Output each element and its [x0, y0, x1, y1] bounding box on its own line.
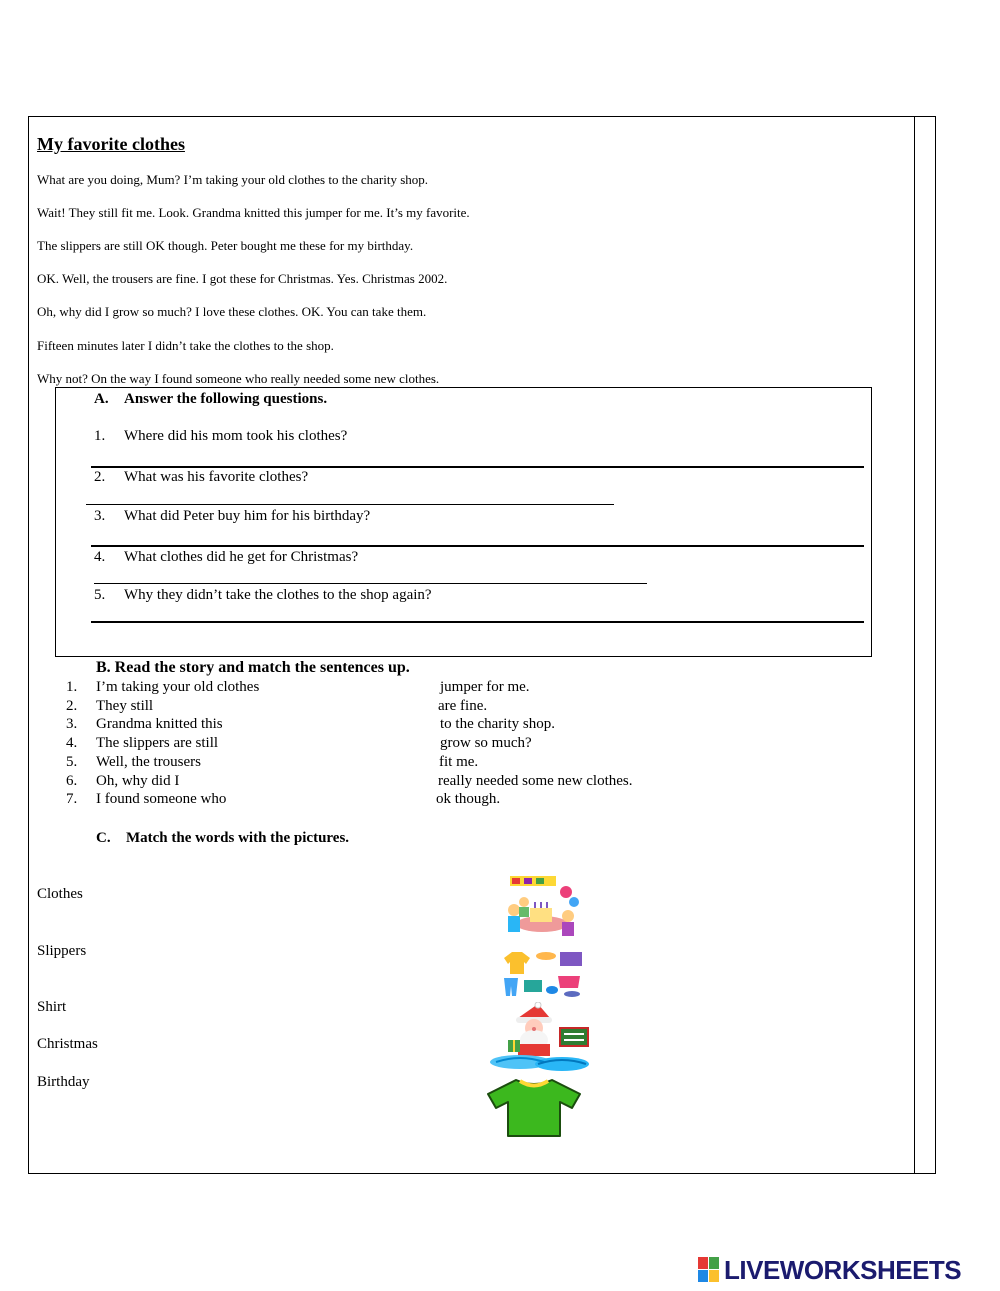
match-number: 4. [66, 735, 78, 751]
question-text: What was his favorite clothes? [124, 469, 309, 485]
match-left-item[interactable]: I found someone who [96, 791, 227, 807]
match-right-item[interactable]: really needed some new clothes. [438, 773, 633, 789]
liveworksheets-logo [698, 1256, 961, 1284]
match-left-item[interactable]: The slippers are still [96, 735, 219, 751]
answer-line-2[interactable] [86, 504, 614, 505]
answer-line-3[interactable] [91, 545, 864, 547]
question-text: What did Peter buy him for his birthday? [124, 508, 371, 524]
story-line: Fifteen minutes later I didn’t take the clothes to the shop. [37, 338, 334, 353]
story-line: Oh, why did I grow so much? I love these clothes. OK. You can take them. [37, 304, 427, 319]
answer-line-4[interactable] [94, 583, 647, 584]
word-christmas[interactable]: Christmas [37, 1036, 98, 1052]
word-clothes[interactable]: Clothes [37, 886, 83, 902]
match-number: 2. [66, 698, 78, 714]
match-left-item[interactable]: Grandma knitted this [96, 716, 223, 732]
match-left-item[interactable]: I’m taking your old clothes [96, 679, 260, 695]
question-number: 1. [94, 428, 106, 444]
match-number: 3. [66, 716, 78, 732]
question-text: Why they didn’t take the clothes to the shop again? [124, 587, 432, 603]
birthday-party-picture[interactable] [498, 872, 586, 946]
match-number: 7. [66, 791, 78, 807]
worksheet-title: My favorite clothes [37, 134, 185, 154]
green-shirt-picture[interactable] [486, 1076, 582, 1138]
match-left-item[interactable]: They still [96, 698, 154, 714]
clothes-picture[interactable] [500, 948, 588, 1000]
match-left-item[interactable]: Well, the trousers [96, 754, 202, 770]
match-left-item[interactable]: Oh, why did I [96, 773, 180, 789]
match-right-item[interactable]: fit me. [439, 754, 479, 770]
match-right-item[interactable]: grow so much? [440, 735, 532, 751]
word-slippers[interactable]: Slippers [37, 943, 87, 959]
match-right-item[interactable]: are fine. [438, 698, 488, 714]
match-number: 1. [66, 679, 78, 695]
match-number: 5. [66, 754, 78, 770]
question-number: 2. [94, 469, 106, 485]
question-number: 5. [94, 587, 106, 603]
question-text: Where did his mom took his clothes? [124, 428, 348, 444]
answer-line-5[interactable] [91, 621, 864, 623]
word-birthday[interactable]: Birthday [37, 1074, 90, 1090]
story-line: Wait! They still fit me. Look. Grandma knitted this jumper for me. It’s my favorite. [37, 205, 470, 220]
word-shirt[interactable]: Shirt [37, 999, 67, 1015]
frame-margin-rule [914, 116, 915, 1174]
answer-line-1[interactable] [91, 466, 864, 468]
question-number: 3. [94, 508, 106, 524]
story-line: What are you doing, Mum? I’m taking your old clothes to the charity shop. [37, 172, 428, 187]
section-c-heading: Match the words with the pictures. [126, 830, 350, 846]
match-right-item[interactable]: jumper for me. [440, 679, 530, 695]
slippers-picture[interactable] [490, 1052, 590, 1074]
santa-christmas-picture[interactable] [504, 1002, 590, 1056]
logo-text: LIVEWORKSHEETS [724, 1254, 962, 1285]
section-a-number: A. [94, 391, 109, 407]
section-c-number: C. [96, 830, 111, 846]
match-right-item[interactable]: ok though. [436, 791, 501, 807]
match-right-item[interactable]: to the charity shop. [440, 716, 555, 732]
match-number: 6. [66, 773, 78, 789]
story-line: OK. Well, the trousers are fine. I got these for Christmas. Yes. Christmas 2002. [37, 271, 448, 286]
question-text: What clothes did he get for Christmas? [124, 549, 359, 565]
section-a-heading: Answer the following questions. [124, 391, 328, 407]
story-line: Why not? On the way I found someone who really needed some new clothes. [37, 371, 440, 386]
story-line: The slippers are still OK though. Peter bought me these for my birthday. [37, 238, 414, 253]
logo-blocks-icon [698, 1257, 720, 1283]
question-number: 4. [94, 549, 106, 565]
section-b-heading: B. Read the story and match the sentences up. [96, 659, 410, 676]
